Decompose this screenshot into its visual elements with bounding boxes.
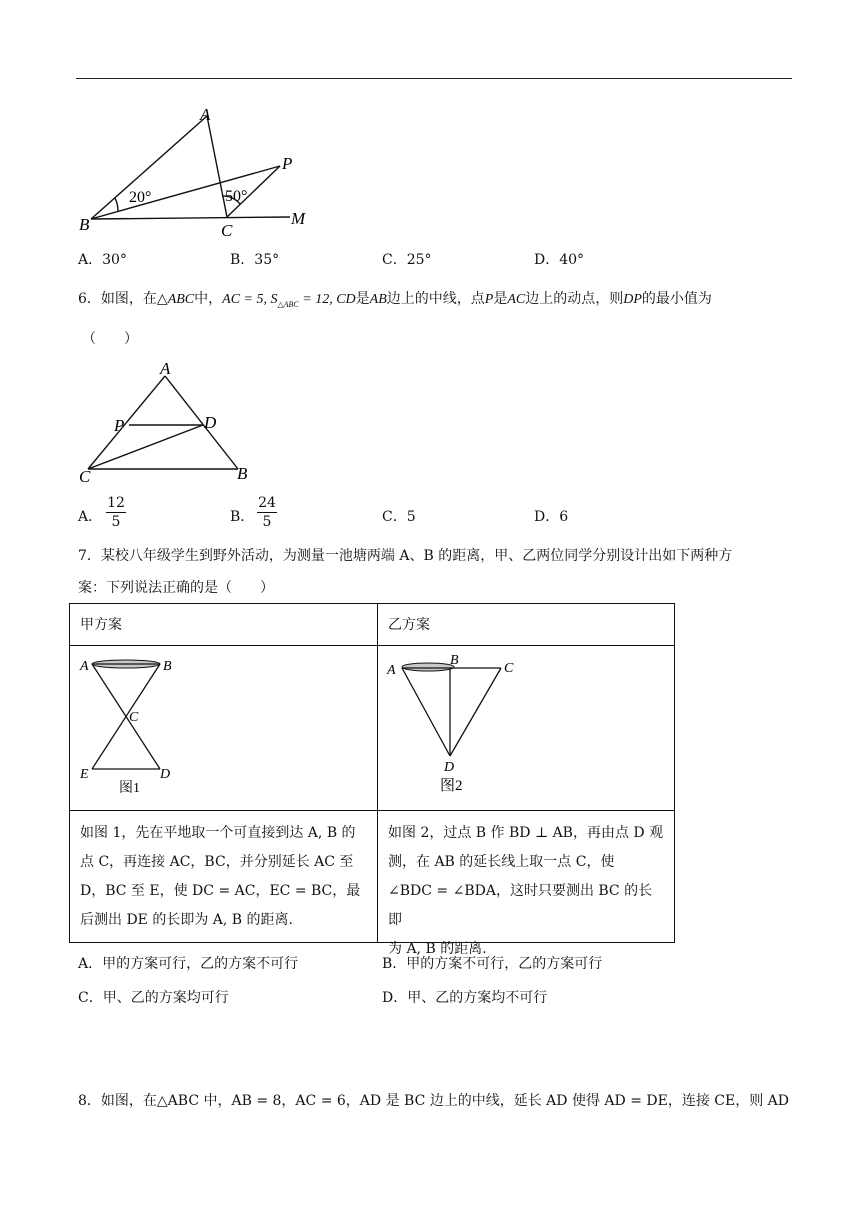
q6-figure xyxy=(70,355,270,490)
q5-option-a: A．30° xyxy=(78,252,127,268)
q6-option-a-letter: A． xyxy=(78,509,103,525)
label-c: C xyxy=(79,467,91,486)
q7-stem-line2: 案：下列说法正确的是（ ） xyxy=(78,580,274,596)
plan-yi-figure-cell xyxy=(378,646,675,811)
label-b: B xyxy=(237,464,248,483)
q7-option-d: D．甲、乙的方案均不可行 xyxy=(382,990,548,1006)
label-p: P xyxy=(282,154,293,173)
plan-yi-line: 为 A, B 的距离. xyxy=(388,941,487,957)
segment-cd xyxy=(450,668,501,756)
label-d: D xyxy=(444,760,455,775)
plan-yi-header-cell: 乙方案 xyxy=(378,604,675,646)
q6-stem: 6．如图，在△ABC中，AC = 5, $S_{\triangle ABC} = 12$, CD是AB边上的中线，点P是AC边上的动点，则DP的最小值为 xyxy=(78,291,712,309)
q8-stem: 8．如图，在△ABC 中，AB = 8，AC = 6，AD 是 BC 边上的中线，延长 AD 使得 AD = DE，连接 CE，则 AD xyxy=(78,1093,789,1109)
segment-ab xyxy=(165,376,238,469)
q5-option-d: D．40° xyxy=(534,252,585,268)
label-a: A xyxy=(80,659,89,674)
label-e: E xyxy=(80,767,89,782)
plan-jia-line: 后测出 DE 的长即为 A, B 的距离. xyxy=(80,912,293,928)
plan-yi-line: ∠BDC = ∠BDA，这时只要测出 BC 的长即 xyxy=(388,883,653,928)
q7-option-b: B．甲的方案不可行，乙的方案可行 xyxy=(382,956,603,972)
segment-ac xyxy=(207,116,227,217)
fig1-diagram xyxy=(78,652,218,802)
q6-option-b-letter: B． xyxy=(230,509,255,525)
q6-option-c: C．5 xyxy=(382,509,416,525)
plan-jia-line: D，BC 至 E，使 DC = AC，EC = BC，最 xyxy=(80,883,361,899)
label-c: C xyxy=(221,221,233,240)
q5-option-c: C．25° xyxy=(382,252,432,268)
pond-ellipse xyxy=(402,663,454,671)
fig2-caption: 图2 xyxy=(440,778,463,794)
q5-figure xyxy=(70,100,330,240)
label-c: C xyxy=(504,661,514,676)
label-a: A xyxy=(160,359,171,378)
q6-option-d: D．6 xyxy=(534,509,569,525)
q6-option-a-fraction: $\frac{12}{5}$ xyxy=(107,495,125,530)
label-p: P xyxy=(114,416,125,435)
plan-yi-text-cell xyxy=(378,811,675,957)
plan-jia-header-cell: 甲方案 xyxy=(70,604,378,646)
segment-bm xyxy=(91,217,290,219)
plan-jia-text-cell xyxy=(70,811,378,943)
label-d: D xyxy=(160,767,171,782)
q5-option-b: B．35° xyxy=(230,252,280,268)
plan-yi-line: 测，在 AB 的延长线上取一点 C，使 xyxy=(388,854,615,870)
segment-ad xyxy=(402,668,450,756)
segment-cd xyxy=(88,425,203,469)
label-m: M xyxy=(291,209,306,228)
label-b: B xyxy=(450,653,459,668)
q7-option-c: C．甲、乙的方案均可行 xyxy=(78,990,229,1006)
plan-yi-line: 如图 2，过点 B 作 BD ⊥ AB，再由点 D 观 xyxy=(388,825,664,841)
plan-jia-figure-cell xyxy=(70,646,378,811)
q6-option-b-fraction: $\frac{24}{5}$ xyxy=(258,495,276,530)
label-a: A xyxy=(387,663,396,678)
plan-jia-line: 点 C，再连接 AC，BC，并分别延长 AC 至 xyxy=(80,854,354,870)
plan-jia-line: 如图 1，先在平地取一个可直接到达 A, B 的 xyxy=(80,825,356,841)
angle-c-label: 50° xyxy=(225,188,248,205)
label-b: B xyxy=(79,215,90,234)
angle-arc-b xyxy=(115,198,118,211)
fig2-diagram xyxy=(384,652,534,802)
segment-ca xyxy=(88,376,165,469)
q7-stem-line1: 7．某校八年级学生到野外活动，为测量一池塘两端 A、B 的距离，甲、乙两位同学分别设计出如下两种方 xyxy=(78,548,733,564)
label-a: A xyxy=(200,105,211,124)
q7-option-a: A．甲的方案可行，乙的方案不可行 xyxy=(78,956,299,972)
label-b: B xyxy=(163,659,172,674)
label-d: D xyxy=(204,413,217,432)
plan-table xyxy=(69,603,675,957)
q6-answer-paren: （ ） xyxy=(82,331,138,347)
fig1-caption: 图1 xyxy=(119,781,140,796)
angle-b-label: 20° xyxy=(129,189,152,206)
header-rule xyxy=(76,78,792,79)
label-c: C xyxy=(129,710,139,725)
